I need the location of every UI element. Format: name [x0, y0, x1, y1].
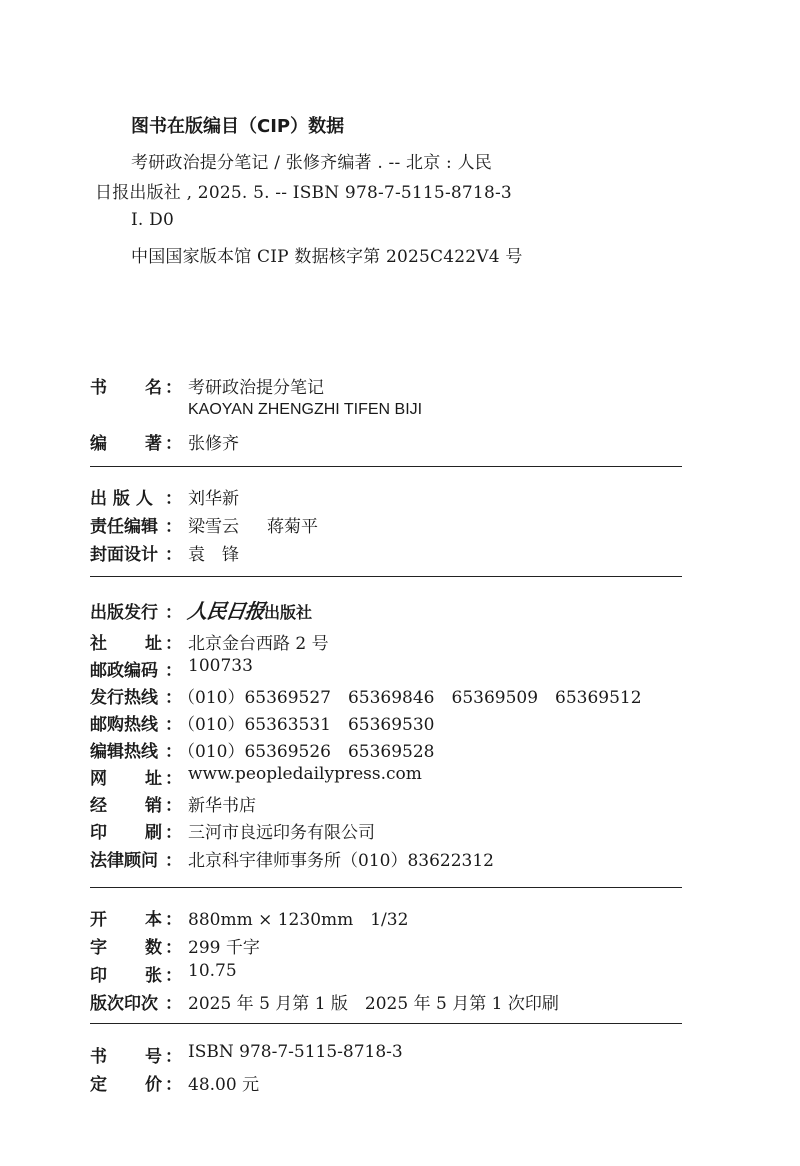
isbn-label: 书 号: [90, 1047, 162, 1067]
copyright-page: 图书在版编目（CIP）数据 考研政治提分笔记 / 张修齐编著 . -- 北京 : 人民 日报出版社 , 2025. 5. -- ISBN 978-7-5115-8718-3 Ⅰ. D0 中国国家版本馆 CIP 数据核字第 2025C422V4 号 书 名 ： 考研政治提分笔记 KAOYAN ZHENGZHI TIFEN BIJI 编 著 ： 张修齐 出 版 人 ： 刘华新 责任编辑 ： 梁雪云 蒋菊平 封面设计 ： 袁 锋 出版发行 ： 人民日报出版社 社 址 ： 北京金台西路 2 号 邮政编码 ： 100733 发行热线 ： （010）65369527 65369846 65369509 65369512 邮购热线 ： （010）65363531 65369530 编辑热线 ： （010）65369526 65369528 网 址 ： www.peopledailypress.com 经 销 ： 新华书店 印 刷 ： 三河市良远印务有限公司 法律顾问 ： 北京科宇律师事务所（010）83622312 开 本 ： 880mm × 1230mm 1/32 字 数 ： 299 千字 印 张 ： 10.75 版次印次 ： 2025 年 5 月第 1 版 2025 年 5 月第 1 次印刷 书 号 ： ISBN 978-7-5115-8718-3 定 价 ： 48.00 元: [0, 0, 800, 1166]
printer-label: 印 刷: [90, 823, 162, 843]
edition-value: 2025 年 5 月第 1 版 2025 年 5 月第 1 次印刷: [188, 994, 559, 1014]
publisher-person-value: 刘华新: [188, 489, 239, 509]
address-value: 北京金台西路 2 号: [188, 634, 329, 654]
sheets-value: 10.75: [188, 961, 237, 981]
sales-hotline-value: （010）65369527 65369846 65369509 65369512: [178, 688, 642, 708]
author-label: 编 著: [90, 434, 162, 454]
cip-line-1: 考研政治提分笔记 / 张修齐编著 . -- 北京 : 人民: [131, 153, 492, 173]
cip-line-3: Ⅰ. D0: [131, 210, 174, 230]
price-label: 定 价: [90, 1075, 162, 1095]
cip-line-2: 日报出版社 , 2025. 5. -- ISBN 978-7-5115-8718-3: [95, 183, 512, 203]
format-label: 开 本: [90, 910, 162, 930]
legal-value: 北京科宇律师事务所（010）83622312: [188, 851, 494, 871]
distributor-value: 新华书店: [188, 796, 256, 816]
distributor-label: 经 销: [90, 796, 162, 816]
postcode-value: 100733: [188, 656, 253, 676]
editor-value: 梁雪云 蒋菊平: [188, 517, 318, 537]
format-value: 880mm × 1230mm 1/32: [188, 910, 409, 930]
words-label: 字 数: [90, 938, 162, 958]
mail-hotline-label: 邮购热线: [90, 715, 158, 735]
mail-hotline-value: （010）65363531 65369530: [178, 715, 435, 735]
printer-value: 三河市良远印务有限公司: [188, 823, 375, 843]
edit-hotline-label: 编辑热线: [90, 742, 158, 762]
divider-2: [90, 576, 682, 577]
website-label: 网 址: [90, 769, 162, 789]
website-value: www.peopledailypress.com: [188, 764, 422, 784]
cover-designer-value: 袁 锋: [188, 545, 239, 565]
sheets-label: 印 张: [90, 966, 162, 986]
divider-3: [90, 887, 682, 888]
words-value: 299 千字: [188, 938, 260, 958]
divider-1: [90, 466, 682, 467]
publisher-logo: 人民日报出版社: [186, 599, 313, 623]
publisher-person-label: 出 版 人: [90, 489, 153, 509]
editor-label: 责任编辑: [90, 517, 158, 537]
edition-label: 版次印次: [90, 994, 158, 1014]
cip-line-4: 中国国家版本馆 CIP 数据核字第 2025C422V4 号: [131, 247, 523, 267]
book-title-label: 书 名: [90, 378, 162, 398]
isbn-value: ISBN 978-7-5115-8718-3: [188, 1042, 403, 1062]
author-value: 张修齐: [188, 434, 239, 454]
edit-hotline-value: （010）65369526 65369528: [178, 742, 435, 762]
book-title-value: 考研政治提分笔记: [188, 378, 324, 398]
price-value: 48.00 元: [188, 1075, 260, 1095]
sales-hotline-label: 发行热线: [90, 688, 158, 708]
cover-designer-label: 封面设计: [90, 545, 158, 565]
issue-label: 出版发行: [90, 603, 158, 623]
divider-4: [90, 1023, 682, 1024]
address-label: 社 址: [90, 634, 162, 654]
cip-title: 图书在版编目（CIP）数据: [131, 116, 345, 137]
book-title-pinyin: KAOYAN ZHENGZHI TIFEN BIJI: [188, 401, 423, 418]
postcode-label: 邮政编码: [90, 661, 158, 681]
legal-label: 法律顾问: [90, 851, 158, 871]
